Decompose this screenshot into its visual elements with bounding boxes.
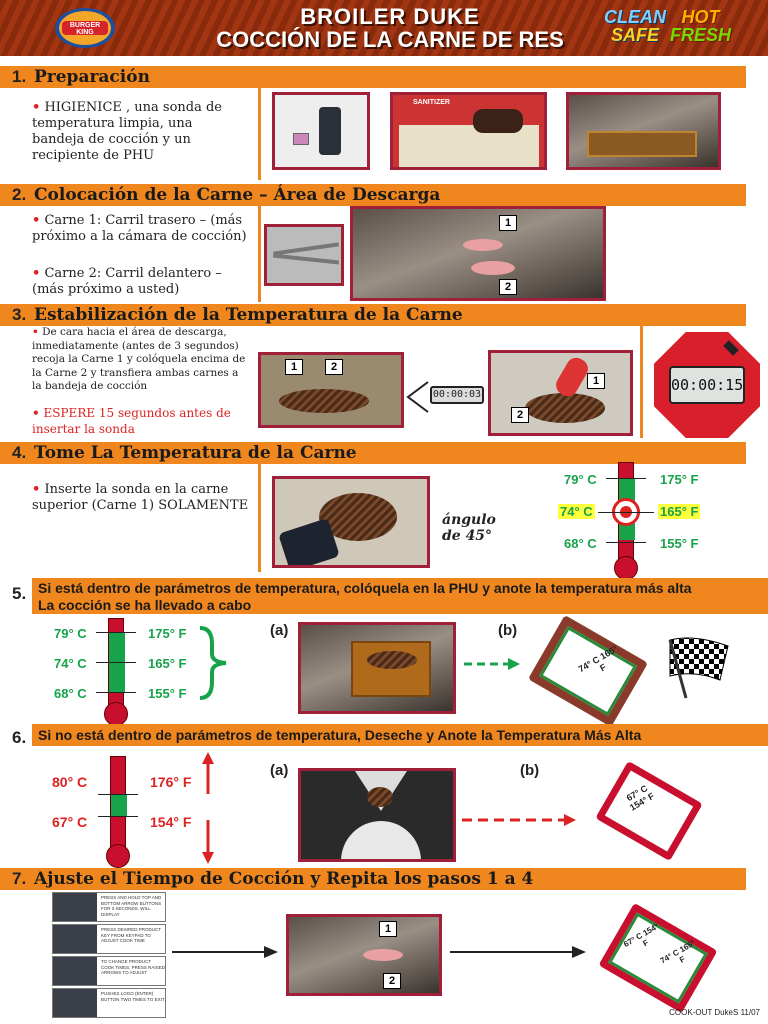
step7-bar: 7. Ajuste el Tiempo de Cocción y Repita los pasos 1 a 4 bbox=[0, 868, 746, 890]
step5-title-2: La cocción se ha llevado a cabo bbox=[38, 597, 252, 613]
step1-title: Preparación bbox=[34, 67, 150, 87]
up-down-arrows-icon bbox=[200, 750, 216, 866]
footer-code: COOK-OUT DukeS 11/07 bbox=[669, 1008, 760, 1017]
clean-safe-badge: CLEAN SAFE bbox=[604, 7, 666, 45]
step3-bullet-1: • De cara hacia el área de descarga, inmediatamente (antes de 3 segundos) recoja la Carne 1 y colóquela encima de la Carne 2 y transfiera ambas carnes a la bandeja de cocción bbox=[32, 326, 246, 392]
control-panel-step-3: TO CHANGE PRODUCT COOK TIMES, PRESS RAISED ARROWS TO ADJUST bbox=[52, 956, 166, 986]
burger-king-logo bbox=[50, 6, 120, 50]
arrow-right-icon bbox=[448, 944, 588, 960]
step3-bullet-2: • ESPERE 15 segundos antes de insertar la sonda bbox=[32, 406, 231, 436]
svg-text:KING: KING bbox=[76, 29, 94, 36]
arrow-right-icon bbox=[170, 944, 280, 960]
step2-bullet-2: • Carne 2: Carril delantero – (más próximo a usted) bbox=[32, 266, 222, 297]
probe-insert-photo bbox=[272, 476, 430, 568]
step2-bar: 2. Colocación de la Carne – Área de Descarga bbox=[0, 184, 746, 206]
discard-photo bbox=[298, 768, 456, 862]
broiler-photo bbox=[566, 92, 721, 170]
broiler-repeat-photo: 1 2 bbox=[286, 914, 442, 996]
step7-title: Ajuste el Tiempo de Cocción y Repita los pasos 1 a 4 bbox=[34, 869, 534, 889]
page-header bbox=[0, 0, 768, 56]
step1-bar: 1. Preparación bbox=[0, 66, 746, 88]
step3-bar: 3. Estabilización de la Temperatura de la Carne bbox=[0, 304, 746, 326]
step4-bar: 4. Tome La Temperatura de la Carne bbox=[0, 442, 746, 464]
step2-title: Colocación de la Carne – Área de Descarga bbox=[34, 185, 441, 205]
transfer-photo: 1 2 bbox=[258, 352, 404, 428]
checkered-flag-icon bbox=[664, 634, 734, 700]
step5-title-1: Si está dentro de parámetros de temperatura, colóquela en la PHU y anote la temperatura más alta bbox=[38, 580, 692, 596]
clipboard-icon: 74° C 165° F bbox=[528, 615, 648, 727]
control-panel-step-2: PRESS DESIRED PRODUCT KEY FROM KEYPAD TO ADJUST COOK TIME bbox=[52, 924, 166, 954]
timer-3s-display: 00:00:03 bbox=[430, 386, 484, 404]
step5-bar bbox=[32, 578, 768, 614]
step4-title: Tome La Temperatura de la Carne bbox=[34, 443, 357, 463]
clipboard-icon: 67° C 154° F 74° C 165° F bbox=[598, 903, 717, 1013]
arrow-right-icon bbox=[462, 656, 522, 672]
angle-label: ángulo de 45° bbox=[442, 512, 496, 544]
timer-15s-display: 00:00:15 bbox=[669, 366, 745, 404]
step4-bullet: • Inserte la sonda en la carne superior (Carne 1) SOLAMENTE bbox=[32, 482, 249, 513]
clipboard-icon: 67° C 154° F bbox=[595, 761, 702, 861]
sanitize-tray-photo: SANITIZER bbox=[390, 92, 547, 170]
step6-bar bbox=[32, 724, 768, 746]
step2-bullet-1: • Carne 1: Carril trasero – (más próximo a la cámara de cocción) bbox=[32, 213, 247, 244]
step6-title: Si no está dentro de parámetros de temperatura, Deseche y Anote la Temperatura Más Alta bbox=[38, 727, 642, 743]
control-panel-step-1: PRESS AND HOLD TOP AND BOTTOM ARROW BUTTONS FOR 3 SECONDS. WILL DISPLAY bbox=[52, 892, 166, 922]
step3-title: Estabilización de la Temperatura de la Carne bbox=[34, 305, 463, 325]
page-title: BROILER DUKE bbox=[300, 4, 480, 29]
brace-icon bbox=[196, 624, 232, 702]
page-subtitle: COCCIÓN DE LA CARNE DE RES bbox=[216, 27, 564, 52]
svg-text:BURGER: BURGER bbox=[69, 22, 101, 29]
phu-photo bbox=[298, 622, 456, 714]
probe-photo bbox=[272, 92, 370, 170]
unload-area-photo: 1 2 bbox=[350, 206, 606, 301]
stacked-patties-photo: 1 2 bbox=[488, 350, 633, 436]
arrow-right-red-icon bbox=[460, 812, 580, 828]
control-panel-step-4: PUSHES LOGO (ENTER) BUTTON TWO TIMES TO EXIT bbox=[52, 988, 166, 1018]
hot-fresh-badge: HOT FRESH bbox=[670, 7, 732, 45]
chevron-left-icon bbox=[404, 380, 430, 414]
tongs-photo bbox=[264, 224, 344, 286]
step1-bullet: • HIGIENICE , una sonda de temperatura limpia, una bandeja de cocción y un recipiente de PHU bbox=[32, 100, 222, 163]
